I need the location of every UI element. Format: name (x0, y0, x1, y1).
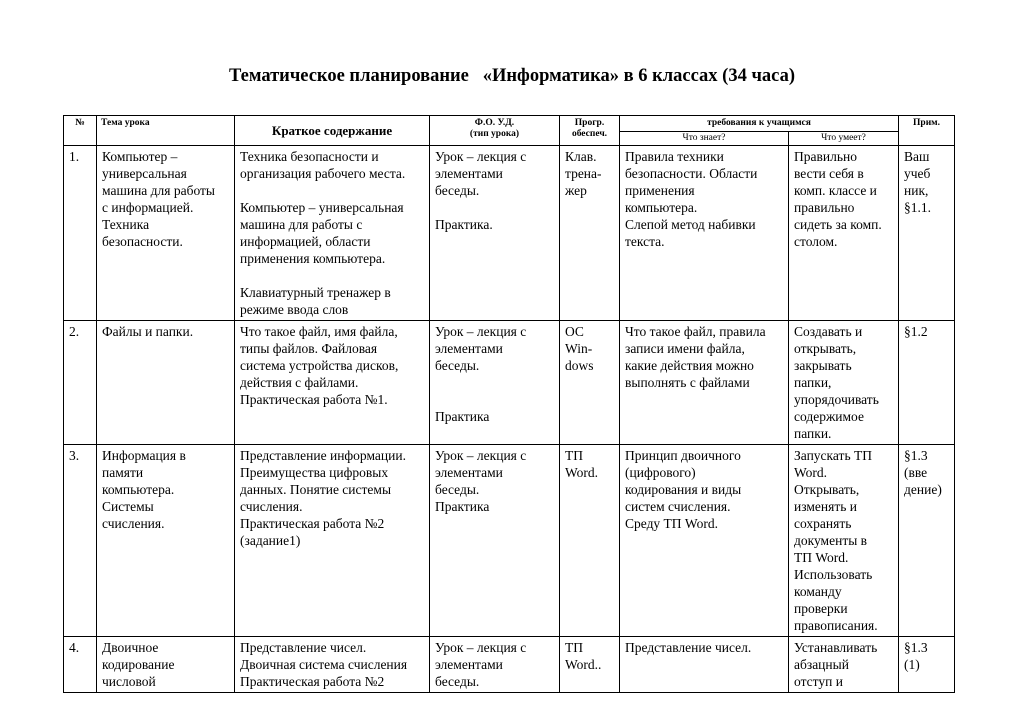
cell-form: Урок – лекция с элементами беседы. Практика. (430, 146, 560, 321)
cell-note: §1.2 (899, 321, 955, 445)
cell-num: 4. (64, 637, 97, 693)
cell-soft: Клав. трена- жер (560, 146, 620, 321)
cell-topic: Информация в памяти компьютера. Системы счисления. (97, 445, 235, 637)
cell-soft: ОС Win- dows (560, 321, 620, 445)
cell-topic: Файлы и папки. (97, 321, 235, 445)
header-knows: Что знает? (620, 132, 789, 146)
cell-num: 3. (64, 445, 97, 637)
cell-form: Урок – лекция с элементами беседы. Практика (430, 321, 560, 445)
cell-can: Правильно вести себя в комп. классе и правильно сидеть за комп. столом. (789, 146, 899, 321)
header-form-line1: Ф.О. У.Д. (474, 118, 515, 128)
header-can: Что умеет? (789, 132, 899, 146)
header-form-line2: (тип урока) (469, 129, 520, 139)
cell-content: Что такое файл, имя файла, типы файлов. Файловая система устройства дисков, действия с файлами. Практическая работа №1. (235, 321, 430, 445)
cell-knows: Представление чисел. (620, 637, 789, 693)
cell-form: Урок – лекция с элементами беседы. (430, 637, 560, 693)
header-soft-line1: Прогр. (574, 118, 605, 128)
cell-knows: Что такое файл, правила записи имени файла, какие действия можно выполнять с файлами (620, 321, 789, 445)
cell-content: Техника безопасности и организация рабочего места. Компьютер – универсальная машина для работы с информацией, области применения компьютера. Клавиатурный тренажер в режиме ввода слов (235, 146, 430, 321)
table-row (64, 637, 955, 693)
header-num: № (64, 116, 97, 146)
cell-form: Урок – лекция с элементами беседы. Практика (430, 445, 560, 637)
cell-note: §1.3 (1) (899, 637, 955, 693)
cell-knows: Правила техники безопасности. Области применения компьютера. Слепой метод набивки текста. (620, 146, 789, 321)
cell-num: 1. (64, 146, 97, 321)
header-requirements: требования к учащимся (620, 116, 899, 132)
table-row (64, 146, 955, 321)
header-soft (560, 116, 620, 146)
cell-can: Устанавливать абзацный отступ и (789, 637, 899, 693)
table-row (64, 321, 955, 445)
cell-knows: Принцип двоичного (цифрового) кодирования и виды систем счисления. Среду ТП Word. (620, 445, 789, 637)
cell-can: Создавать и открывать, закрывать папки, упорядочивать содержимое папки. (789, 321, 899, 445)
cell-topic: Компьютер – универсальная машина для работы с информацией. Техника безопасности. (97, 146, 235, 321)
cell-soft: ТП Word.. (560, 637, 620, 693)
header-topic: Тема урока (97, 116, 235, 146)
header-content: Краткое содержание (235, 116, 430, 146)
header-soft-line2: обеспеч. (571, 129, 608, 139)
cell-content: Представление информации. Преимущества цифровых данных. Понятие системы счисления. Практическая работа №2 (задание1) (235, 445, 430, 637)
cell-content: Представление чисел. Двоичная система счисления Практическая работа №2 (235, 637, 430, 693)
cell-can: Запускать ТП Word. Открывать, изменять и сохранять документы в ТП Word. Использовать команду проверки правописания. (789, 445, 899, 637)
cell-note: §1.3 (вве дение) (899, 445, 955, 637)
cell-num: 2. (64, 321, 97, 445)
table-row (64, 445, 955, 637)
cell-note: Ваш учеб ник, §1.1. (899, 146, 955, 321)
header-note: Прим. (899, 116, 955, 146)
header-form (430, 116, 560, 146)
page-title: Тематическое планирование «Информатика» в 6 классах (34 часа) (229, 66, 795, 86)
cell-topic: Двоичное кодирование числовой (97, 637, 235, 693)
header-row (64, 116, 955, 132)
cell-soft: ТП Word. (560, 445, 620, 637)
planning-table (63, 115, 955, 693)
